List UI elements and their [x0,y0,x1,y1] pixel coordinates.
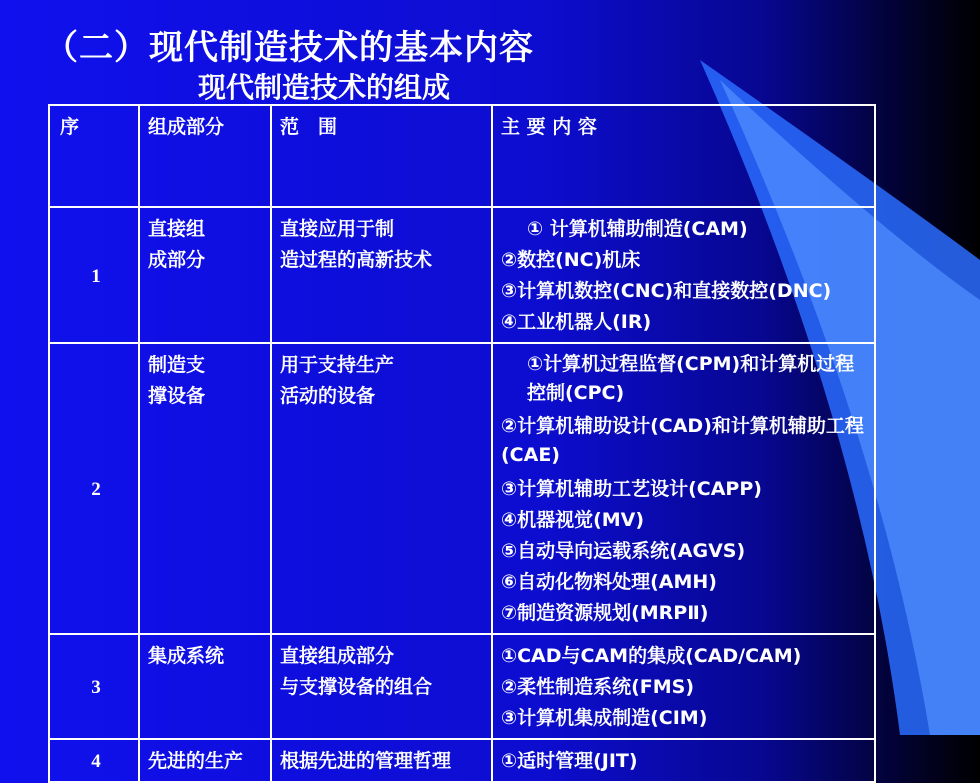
row-scope [271,739,492,782]
table-row [49,343,875,634]
content-item: ③计算机集成制造(CIM) [501,707,708,729]
content-item: ①适时管理(JIT) [501,750,638,772]
row-part [139,207,271,343]
header-part: 组成部分 [139,105,271,207]
table-row [49,739,875,782]
content-item: ③计算机辅助工艺设计(CAPP) [501,478,762,500]
content-item: ①CAD与CAM的集成(CAD/CAM) [501,645,802,667]
part-line: 撑设备 [148,385,206,407]
row-number: 3 [49,634,139,739]
row-scope [271,343,492,634]
content-item: ③计算机数控(CNC)和直接数控(DNC) [501,280,832,302]
scope-line: 活动的设备 [280,385,376,407]
content-item: ②计算机辅助设计(CAD)和计算机辅助工程(CAE) [501,415,864,466]
row-number: 4 [49,739,139,782]
content-item: ⑥自动化物料处理(AMH) [501,571,717,593]
header-content: 主 要 内 容 [492,105,875,207]
scope-line: 与支撑设备的组合 [280,676,433,698]
table-header-row [49,105,875,207]
part-line: 先进的生产 [148,750,244,772]
header-scope: 范 围 [271,105,492,207]
content-item: ①计算机过程监督(CPM)和计算机过程控制(CPC) [527,353,855,404]
row-part [139,739,271,782]
content-item: ① 计算机辅助制造(CAM) [527,218,748,240]
row-scope [271,207,492,343]
row-number: 1 [49,207,139,343]
row-number: 2 [49,343,139,634]
composition-table [48,104,876,783]
scope-line: 根据先进的管理哲理 [280,750,452,772]
row-scope [271,634,492,739]
row-part [139,343,271,634]
part-line: 直接组 [148,218,206,240]
part-line: 制造支 [148,354,206,376]
part-line: 集成系统 [148,645,225,667]
slide-title: （二）现代制造技术的基本内容 [44,28,534,68]
content-item: ⑤自动导向运载系统(AGVS) [501,540,746,562]
scope-line: 造过程的高新技术 [280,249,433,271]
content-item: ④机器视觉(MV) [501,509,645,531]
scope-line: 用于支持生产 [280,354,395,376]
content-item: ②柔性制造系统(FMS) [501,676,695,698]
header-seq: 序 [49,105,139,207]
scope-line: 直接组成部分 [280,645,395,667]
part-line: 成部分 [148,249,206,271]
slide-subtitle: 现代制造技术的组成 [198,71,451,104]
row-content [492,207,875,343]
content-item: ⑦制造资源规划(MRPⅡ) [501,602,709,624]
table-row [49,634,875,739]
row-part [139,634,271,739]
row-content [492,739,875,782]
row-content [492,343,875,634]
table-row [49,207,875,343]
row-content [492,634,875,739]
content-item: ②数控(NC)机床 [501,249,641,271]
scope-line: 直接应用于制 [280,218,395,240]
content-item: ④工业机器人(IR) [501,311,652,333]
